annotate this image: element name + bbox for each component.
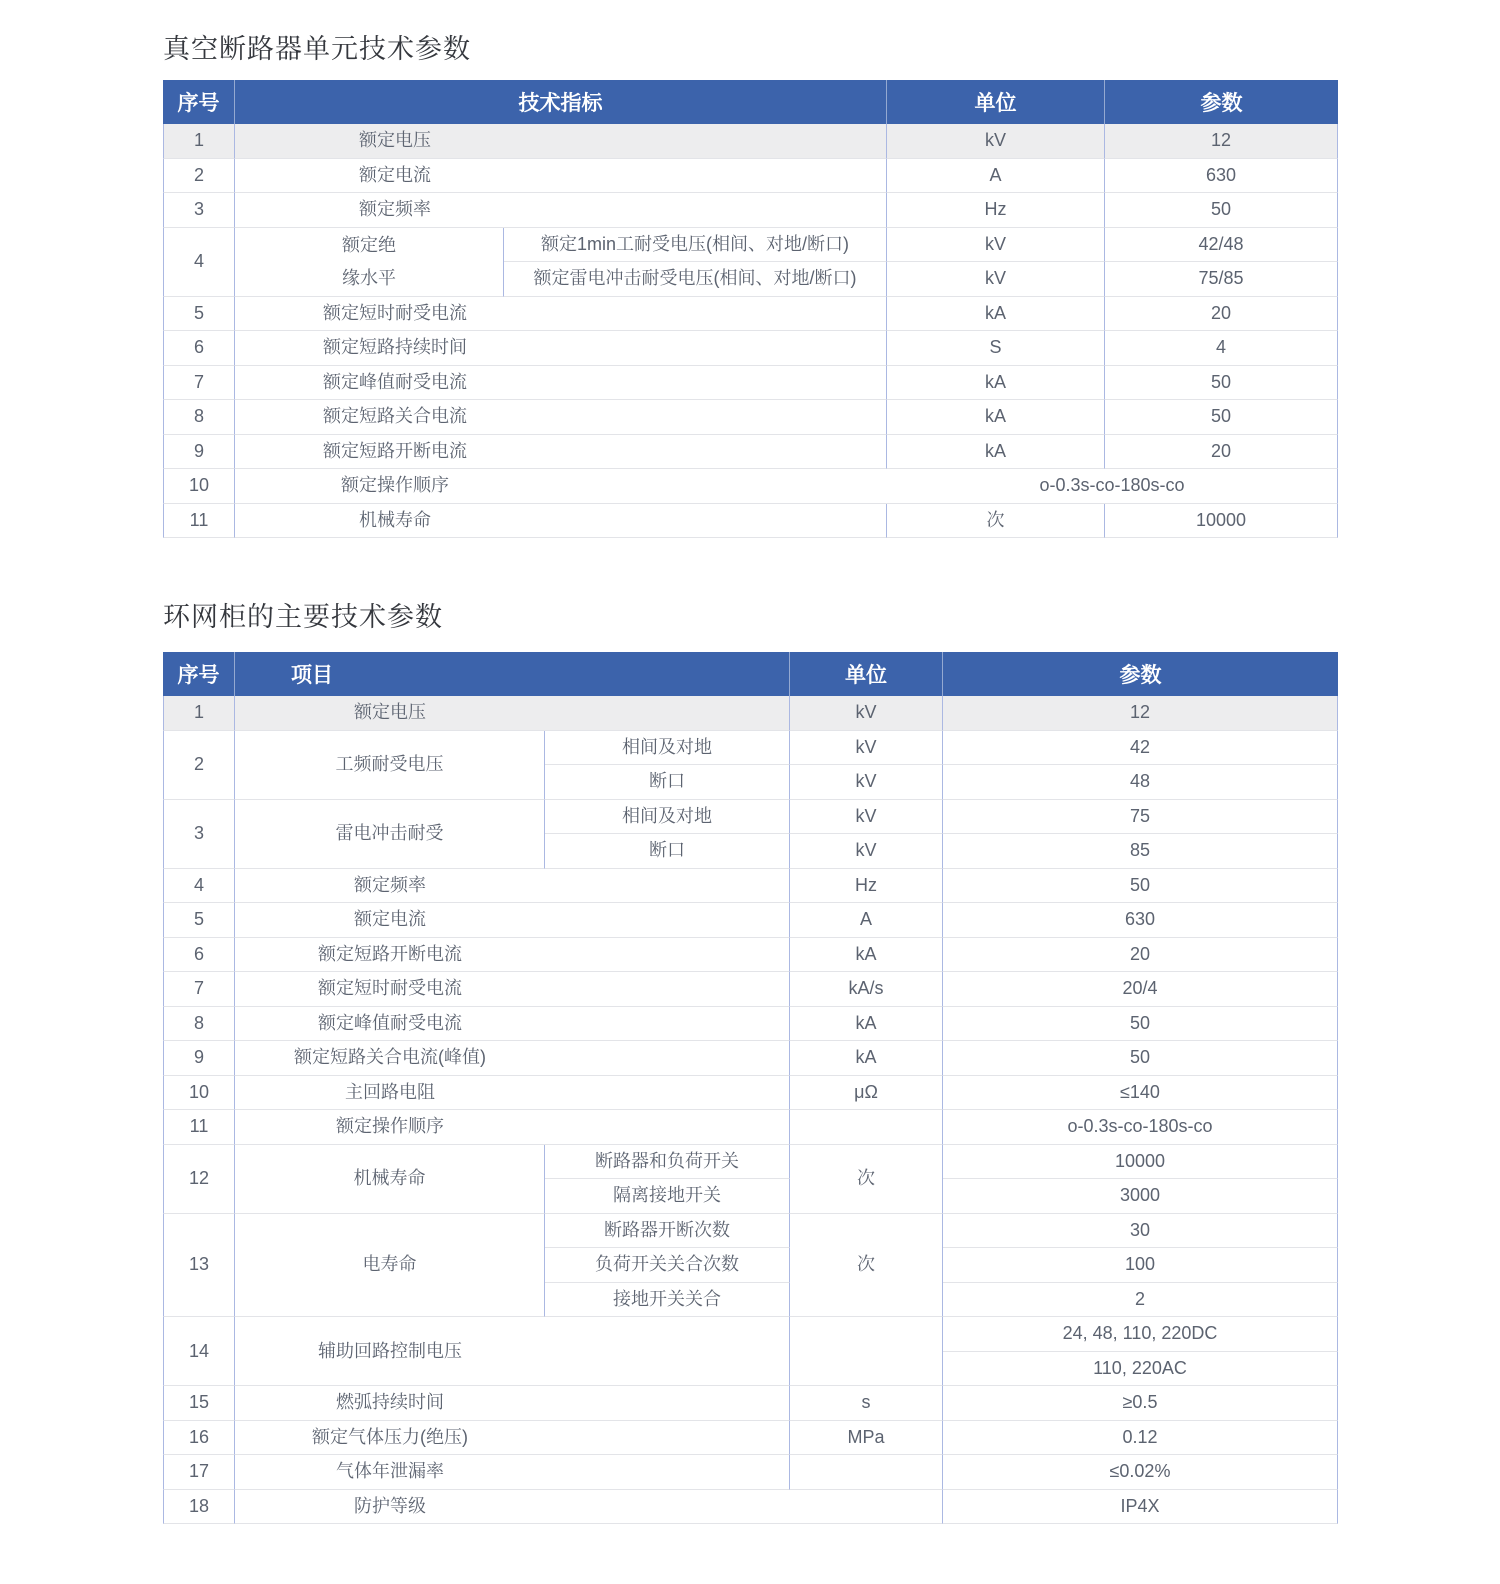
- no-cell: 15: [163, 1386, 235, 1421]
- no-cell: 10: [163, 469, 235, 504]
- no-cell: 11: [163, 1110, 235, 1145]
- no-cell: 1: [163, 124, 235, 159]
- table1-title: 真空断路器单元技术参数: [163, 34, 471, 64]
- no-cell: 17: [163, 1455, 235, 1490]
- param-cell-merged: o-0.3s-co-180s-co: [887, 469, 1338, 504]
- no-cell: 1: [163, 696, 235, 731]
- no-cell: 4: [163, 228, 235, 297]
- col-header-no: 序号: [163, 80, 235, 124]
- unit-cell: kV: [790, 731, 943, 766]
- unit-cell: MPa: [790, 1421, 943, 1456]
- unit-cell: A: [790, 903, 943, 938]
- item-cell: 电寿命: [235, 1214, 545, 1318]
- table-row: [163, 1041, 1338, 1076]
- param-cell: 20/4: [943, 972, 1338, 1007]
- indicator-cell: 额定短时耐受电流: [235, 297, 887, 332]
- breaker-params-table: [163, 80, 1338, 538]
- param-cell: 100: [943, 1248, 1338, 1283]
- indicator-cell: 额定短路开断电流: [235, 435, 887, 470]
- sub-item-cell: 断路器和负荷开关: [545, 1145, 790, 1180]
- col-header-no: 序号: [163, 652, 235, 696]
- item-cell: 防护等级: [235, 1490, 943, 1525]
- no-cell: 9: [163, 435, 235, 470]
- param-cell: 10000: [1105, 504, 1338, 539]
- item-cell: 额定短路开断电流: [235, 938, 790, 973]
- table-row: [163, 331, 1338, 366]
- col-header-indicator: 技术指标: [235, 80, 887, 124]
- no-cell: 4: [163, 869, 235, 904]
- table-row: [163, 869, 1338, 904]
- indicator-cell: 额定绝 缘水平: [235, 228, 504, 297]
- unit-cell: kA: [790, 1007, 943, 1042]
- item-cell: 额定短路关合电流(峰值): [235, 1041, 790, 1076]
- unit-cell: [790, 1455, 943, 1490]
- sub-item-cell: 接地开关关合: [545, 1283, 790, 1318]
- table-row: [163, 435, 1338, 470]
- table-row: [163, 297, 1338, 332]
- no-cell: 12: [163, 1145, 235, 1214]
- no-cell: 9: [163, 1041, 235, 1076]
- item-cell: 气体年泄漏率: [235, 1455, 790, 1490]
- param-cell: ≥0.5: [943, 1386, 1338, 1421]
- unit-cell: kA: [887, 400, 1105, 435]
- param-cell: 50: [1105, 366, 1338, 401]
- unit-cell: kV: [887, 228, 1105, 263]
- table-row: [163, 469, 1338, 504]
- table-row: [163, 1317, 1338, 1352]
- table-row: [163, 938, 1338, 973]
- unit-cell: s: [790, 1386, 943, 1421]
- sub-item-cell: 隔离接地开关: [545, 1179, 790, 1214]
- table-row: [163, 124, 1338, 159]
- param-cell: 42/48: [1105, 228, 1338, 263]
- sub-item-cell: 相间及对地: [545, 800, 790, 835]
- table-row: [163, 696, 1338, 731]
- param-cell: 75: [943, 800, 1338, 835]
- param-cell: 48: [943, 765, 1338, 800]
- unit-cell: kV: [887, 124, 1105, 159]
- param-cell: 50: [943, 869, 1338, 904]
- indicator-cell: 机械寿命: [235, 504, 887, 539]
- item-cell: 额定气体压力(绝压): [235, 1421, 790, 1456]
- param-cell: 110, 220AC: [943, 1352, 1338, 1387]
- param-cell: 20: [1105, 297, 1338, 332]
- unit-cell: kA: [887, 297, 1105, 332]
- sub-indicator-cell: 额定1min工耐受电压(相间、对地/断口): [504, 228, 887, 263]
- rmu-params-table: [163, 652, 1338, 1524]
- unit-cell: kV: [790, 800, 943, 835]
- item-cell: 燃弧持续时间: [235, 1386, 790, 1421]
- param-cell: 20: [1105, 435, 1338, 470]
- param-cell: 75/85: [1105, 262, 1338, 297]
- table-row: [163, 1007, 1338, 1042]
- table-row: [163, 903, 1338, 938]
- no-cell: 8: [163, 400, 235, 435]
- table-header-row: [163, 652, 1338, 696]
- param-cell: 20: [943, 938, 1338, 973]
- table-row: [163, 1490, 1338, 1525]
- unit-cell: μΩ: [790, 1076, 943, 1111]
- indicator-cell: 额定操作顺序: [235, 469, 887, 504]
- item-cell: 辅助回路控制电压: [235, 1317, 790, 1386]
- param-cell: 50: [943, 1007, 1338, 1042]
- table-header-row: [163, 80, 1338, 124]
- no-cell: 7: [163, 366, 235, 401]
- col-header-unit: 单位: [887, 80, 1105, 124]
- item-cell: 主回路电阻: [235, 1076, 790, 1111]
- param-cell: ≤0.02%: [943, 1455, 1338, 1490]
- no-cell: 5: [163, 903, 235, 938]
- table-row: [163, 400, 1338, 435]
- param-cell: 630: [1105, 159, 1338, 194]
- param-cell: 12: [1105, 124, 1338, 159]
- unit-cell: 次: [790, 1214, 943, 1318]
- param-cell: ≤140: [943, 1076, 1338, 1111]
- table-row: [163, 1421, 1338, 1456]
- no-cell: 11: [163, 504, 235, 539]
- table-row: [163, 1145, 1338, 1180]
- table-row: [163, 1076, 1338, 1111]
- unit-cell: kA: [887, 435, 1105, 470]
- param-cell: 50: [1105, 400, 1338, 435]
- col-header-item: 项目: [235, 652, 790, 696]
- param-cell: 42: [943, 731, 1338, 766]
- unit-cell: A: [887, 159, 1105, 194]
- param-cell: IP4X: [943, 1490, 1338, 1525]
- no-cell: 2: [163, 159, 235, 194]
- unit-cell: 次: [887, 504, 1105, 539]
- item-cell: 额定电压: [235, 696, 790, 731]
- item-cell: 机械寿命: [235, 1145, 545, 1214]
- table-row: [163, 193, 1338, 228]
- item-cell: 工频耐受电压: [235, 731, 545, 800]
- no-cell: 14: [163, 1317, 235, 1386]
- unit-cell: kA: [790, 1041, 943, 1076]
- table-row: [163, 972, 1338, 1007]
- item-cell: 额定峰值耐受电流: [235, 1007, 790, 1042]
- no-cell: 16: [163, 1421, 235, 1456]
- param-cell: 2: [943, 1283, 1338, 1318]
- no-cell: 6: [163, 331, 235, 366]
- sub-item-cell: 断路器开断次数: [545, 1214, 790, 1249]
- unit-cell: [790, 1110, 943, 1145]
- indicator-cell: 额定频率: [235, 193, 887, 228]
- table-row: [163, 504, 1338, 539]
- indicator-cell: 额定峰值耐受电流: [235, 366, 887, 401]
- unit-cell: Hz: [790, 869, 943, 904]
- col-header-param: 参数: [943, 652, 1338, 696]
- param-cell: 3000: [943, 1179, 1338, 1214]
- param-cell: 12: [943, 696, 1338, 731]
- unit-cell: kA: [887, 366, 1105, 401]
- table-row: [163, 366, 1338, 401]
- no-cell: 3: [163, 193, 235, 228]
- table-row: [163, 800, 1338, 835]
- param-cell: o-0.3s-co-180s-co: [943, 1110, 1338, 1145]
- item-cell: 额定操作顺序: [235, 1110, 790, 1145]
- col-header-unit: 单位: [790, 652, 943, 696]
- param-cell: 30: [943, 1214, 1338, 1249]
- indicator-cell: 额定电压: [235, 124, 887, 159]
- sub-item-cell: 相间及对地: [545, 731, 790, 766]
- unit-cell: kV: [790, 834, 943, 869]
- item-cell: 额定电流: [235, 903, 790, 938]
- param-cell: 630: [943, 903, 1338, 938]
- param-cell: 50: [943, 1041, 1338, 1076]
- no-cell: 18: [163, 1490, 235, 1525]
- no-cell: 10: [163, 1076, 235, 1111]
- param-cell: 50: [1105, 193, 1338, 228]
- unit-cell: kA: [790, 938, 943, 973]
- unit-cell: Hz: [887, 193, 1105, 228]
- unit-cell: kV: [887, 262, 1105, 297]
- table-row: [163, 731, 1338, 766]
- unit-cell: kA/s: [790, 972, 943, 1007]
- sub-item-cell: 断口: [545, 834, 790, 869]
- table-row: [163, 228, 1338, 263]
- indicator-cell: 额定电流: [235, 159, 887, 194]
- no-cell: 8: [163, 1007, 235, 1042]
- no-cell: 6: [163, 938, 235, 973]
- sub-item-cell: 负荷开关关合次数: [545, 1248, 790, 1283]
- table2-title: 环网柜的主要技术参数: [163, 602, 443, 632]
- unit-cell: kV: [790, 696, 943, 731]
- col-header-param: 参数: [1105, 80, 1338, 124]
- no-cell: 2: [163, 731, 235, 800]
- unit-cell: [790, 1317, 943, 1386]
- unit-cell: 次: [790, 1145, 943, 1214]
- no-cell: 7: [163, 972, 235, 1007]
- param-cell: 0.12: [943, 1421, 1338, 1456]
- param-cell: 24, 48, 110, 220DC: [943, 1317, 1338, 1352]
- param-cell: 85: [943, 834, 1338, 869]
- table-row: [163, 1455, 1338, 1490]
- table-row: [163, 1386, 1338, 1421]
- unit-cell: kV: [790, 765, 943, 800]
- sub-item-cell: 断口: [545, 765, 790, 800]
- sub-indicator-cell: 额定雷电冲击耐受电压(相间、对地/断口): [504, 262, 887, 297]
- indicator-cell: 额定短路关合电流: [235, 400, 887, 435]
- no-cell: 5: [163, 297, 235, 332]
- param-cell: 10000: [943, 1145, 1338, 1180]
- no-cell: 13: [163, 1214, 235, 1318]
- table-row: [163, 159, 1338, 194]
- no-cell: 3: [163, 800, 235, 869]
- unit-cell: S: [887, 331, 1105, 366]
- table-row: [163, 1214, 1338, 1249]
- item-cell: 额定短时耐受电流: [235, 972, 790, 1007]
- indicator-cell: 额定短路持续时间: [235, 331, 887, 366]
- table-row: [163, 1110, 1338, 1145]
- item-cell: 额定频率: [235, 869, 790, 904]
- item-cell: 雷电冲击耐受: [235, 800, 545, 869]
- param-cell: 4: [1105, 331, 1338, 366]
